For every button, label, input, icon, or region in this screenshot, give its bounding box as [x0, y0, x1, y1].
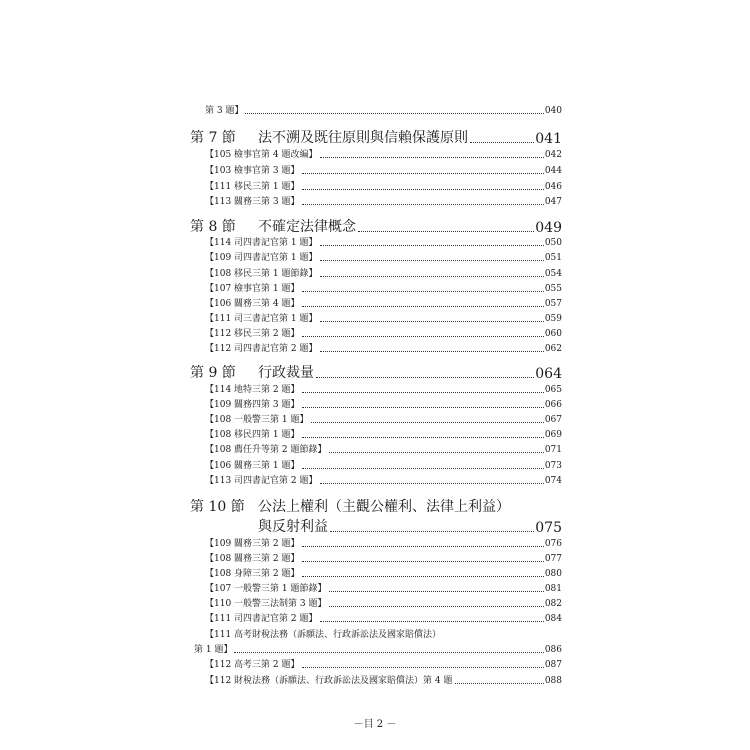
page-number: 082	[544, 599, 562, 609]
toc-entry[interactable]	[205, 147, 562, 160]
entry-title: 【107 檢事官第 1 題】	[205, 284, 300, 294]
dot-leader	[245, 112, 543, 114]
page-number: 055	[544, 284, 562, 294]
toc-entry[interactable]	[205, 536, 562, 549]
toc-entry[interactable]	[205, 235, 562, 248]
entry-title: 【114 司四書記官第 1 題】	[205, 238, 318, 248]
entry-title: 【108 移民四第 1 題】	[205, 430, 300, 440]
dot-leader	[455, 682, 544, 684]
dot-leader	[316, 376, 534, 378]
toc-entry[interactable]	[205, 163, 562, 176]
toc-entry[interactable]	[205, 627, 562, 640]
entry-title: 第 1 題】	[194, 645, 233, 655]
page-number: 069	[544, 430, 562, 440]
toc-entry[interactable]	[205, 611, 562, 624]
entry-title: 【107 一般警三第 1 題節錄】	[205, 584, 327, 594]
page-number: 041	[535, 131, 562, 147]
toc-entry[interactable]	[205, 551, 562, 564]
page-number: 077	[544, 554, 562, 564]
page-number: 044	[544, 166, 562, 176]
toc-entry[interactable]	[205, 412, 562, 425]
entry-title: 【108 關務三第 2 題】	[205, 554, 300, 564]
page-number: 046	[544, 182, 562, 192]
dot-leader	[302, 335, 544, 337]
page-number: 054	[544, 269, 562, 279]
page-number: 060	[544, 329, 562, 339]
toc-entry[interactable]	[205, 341, 562, 354]
dot-leader	[302, 467, 544, 469]
toc-entry[interactable]	[205, 473, 562, 486]
page-number: 073	[544, 461, 562, 471]
page-number: 065	[544, 385, 562, 395]
page-number: 088	[544, 676, 562, 686]
dot-leader	[320, 320, 544, 322]
entry-title: 【111 移民三第 1 題】	[205, 182, 300, 192]
toc-entry[interactable]	[205, 458, 562, 471]
toc-entry[interactable]	[205, 673, 562, 686]
dot-leader	[329, 590, 544, 592]
page-number: 075	[535, 520, 562, 536]
entry-title: 【106 關務三第 4 題】	[205, 299, 300, 309]
toc-entry[interactable]	[205, 281, 562, 294]
dot-leader	[302, 436, 544, 438]
dot-leader	[302, 290, 544, 292]
toc-entry[interactable]	[205, 382, 562, 395]
entry-title: 【108 身障三第 2 題】	[205, 569, 300, 579]
entry-title: 【109 關務三第 2 題】	[205, 539, 300, 549]
entry-title: 【111 司四書記官第 2 題】	[205, 614, 318, 624]
entry-title: 【105 檢事官第 4 題改編】	[205, 150, 318, 160]
entry-title: 【108 移民三第 1 題節錄】	[205, 269, 318, 279]
entry-title: 【111 高考財稅法務（訴願法、行政訴訟法及國家賠償法）	[205, 630, 442, 640]
toc-entry[interactable]	[205, 311, 562, 324]
dot-leader	[302, 560, 544, 562]
entry-title: 【110 一般警三法制第 3 題】	[205, 599, 327, 609]
page-number: 066	[544, 400, 562, 410]
page-number: 086	[544, 645, 562, 655]
page-number: 050	[544, 238, 562, 248]
dot-leader	[302, 188, 544, 190]
page-number: 040	[544, 106, 562, 116]
toc-entry[interactable]	[205, 179, 562, 192]
dot-leader	[320, 259, 544, 261]
dot-leader	[311, 421, 544, 423]
page-number: 062	[544, 344, 562, 354]
page-number: 067	[544, 415, 562, 425]
entry-title: 【112 司四書記官第 2 題】	[205, 344, 318, 354]
entry-title: 【108 薦任升等第 2 題節錄】	[205, 445, 327, 455]
section-title: 公法上權利（主觀公權利、法律上利益）	[258, 499, 510, 515]
entry-title: 【112 高考三第 2 題】	[205, 660, 300, 670]
dot-leader	[302, 391, 544, 393]
section-title: 行政裁量	[258, 365, 314, 381]
dot-leader	[320, 482, 544, 484]
page-number: 071	[544, 445, 562, 455]
toc-entry[interactable]	[205, 266, 562, 279]
entry-title: 【112 移民三第 2 題】	[205, 329, 300, 339]
dot-leader	[302, 172, 544, 174]
toc-entry[interactable]	[205, 596, 562, 609]
toc-entry[interactable]	[205, 103, 562, 116]
entry-title: 【114 地特三第 2 題】	[205, 385, 300, 395]
toc-entry[interactable]	[194, 642, 562, 655]
toc-section-entry[interactable]	[190, 516, 562, 536]
dot-leader	[320, 350, 544, 352]
entry-title: 【113 關務三第 3 題】	[205, 197, 300, 207]
page-number-footer: －目 2 －	[353, 719, 397, 730]
dot-leader	[329, 451, 544, 453]
dot-leader	[234, 651, 543, 653]
dot-leader	[320, 244, 544, 246]
toc-entry[interactable]	[205, 442, 562, 455]
page-number: 042	[544, 150, 562, 160]
section-title: 不確定法律概念	[258, 219, 356, 235]
toc-section-entry[interactable]	[190, 362, 562, 382]
entry-title: 第 3 題】	[205, 106, 244, 116]
section-title: 法不溯及既往原則與信賴保護原則	[258, 130, 468, 146]
entry-title: 【112 財稅法務（訴願法、行政訴訟法及國家賠償法）第 4 題	[205, 676, 453, 686]
page-number: 080	[544, 569, 562, 579]
page-number: 084	[544, 614, 562, 624]
section-title: 與反射利益	[258, 519, 328, 535]
dot-leader	[302, 666, 544, 668]
entry-title: 【106 關務三第 1 題】	[205, 461, 300, 471]
section-label: 第 8 節	[190, 219, 236, 235]
entry-title: 【113 司四書記官第 2 題】	[205, 476, 318, 486]
entry-title: 【108 一般警三第 1 題】	[205, 415, 309, 425]
page-number: 049	[535, 220, 562, 236]
entry-title: 【109 關務四第 3 題】	[205, 400, 300, 410]
dot-leader	[302, 406, 544, 408]
toc-entry[interactable]	[205, 194, 562, 207]
toc-entry[interactable]	[205, 250, 562, 263]
toc-section-entry[interactable]	[190, 216, 562, 236]
toc-entry[interactable]	[205, 657, 562, 670]
page-number: 059	[544, 314, 562, 324]
toc-entry[interactable]	[205, 581, 562, 594]
page-number: 047	[544, 197, 562, 207]
toc-entry[interactable]	[205, 296, 562, 309]
toc-entry[interactable]	[205, 566, 562, 579]
page-number: 074	[544, 476, 562, 486]
dot-leader	[320, 275, 544, 277]
section-label: 第 10 節	[190, 499, 245, 515]
page-number: 076	[544, 539, 562, 549]
entry-title: 【109 司四書記官第 1 題】	[205, 253, 318, 263]
dot-leader	[302, 203, 544, 205]
page-number: 051	[544, 253, 562, 263]
page-number: 081	[544, 584, 562, 594]
toc-entry[interactable]	[205, 326, 562, 339]
section-label: 第 9 節	[190, 365, 236, 381]
toc-entry[interactable]	[205, 397, 562, 410]
page-number: 087	[544, 660, 562, 670]
entry-title: 【103 檢事官第 3 題】	[205, 166, 300, 176]
dot-leader	[302, 305, 544, 307]
toc-section-entry[interactable]	[190, 127, 562, 147]
dot-leader	[302, 545, 544, 547]
dot-leader	[330, 530, 534, 532]
section-label: 第 7 節	[190, 130, 236, 146]
entry-title: 【111 司三書記官第 1 題】	[205, 314, 318, 324]
page-number: 057	[544, 299, 562, 309]
dot-leader	[320, 156, 544, 158]
dot-leader	[302, 575, 544, 577]
page-number: 064	[535, 366, 562, 382]
toc-entry[interactable]	[205, 427, 562, 440]
dot-leader	[470, 141, 534, 143]
toc-section-entry[interactable]	[190, 496, 562, 516]
dot-leader	[329, 605, 544, 607]
dot-leader	[358, 230, 534, 232]
dot-leader	[320, 620, 544, 622]
